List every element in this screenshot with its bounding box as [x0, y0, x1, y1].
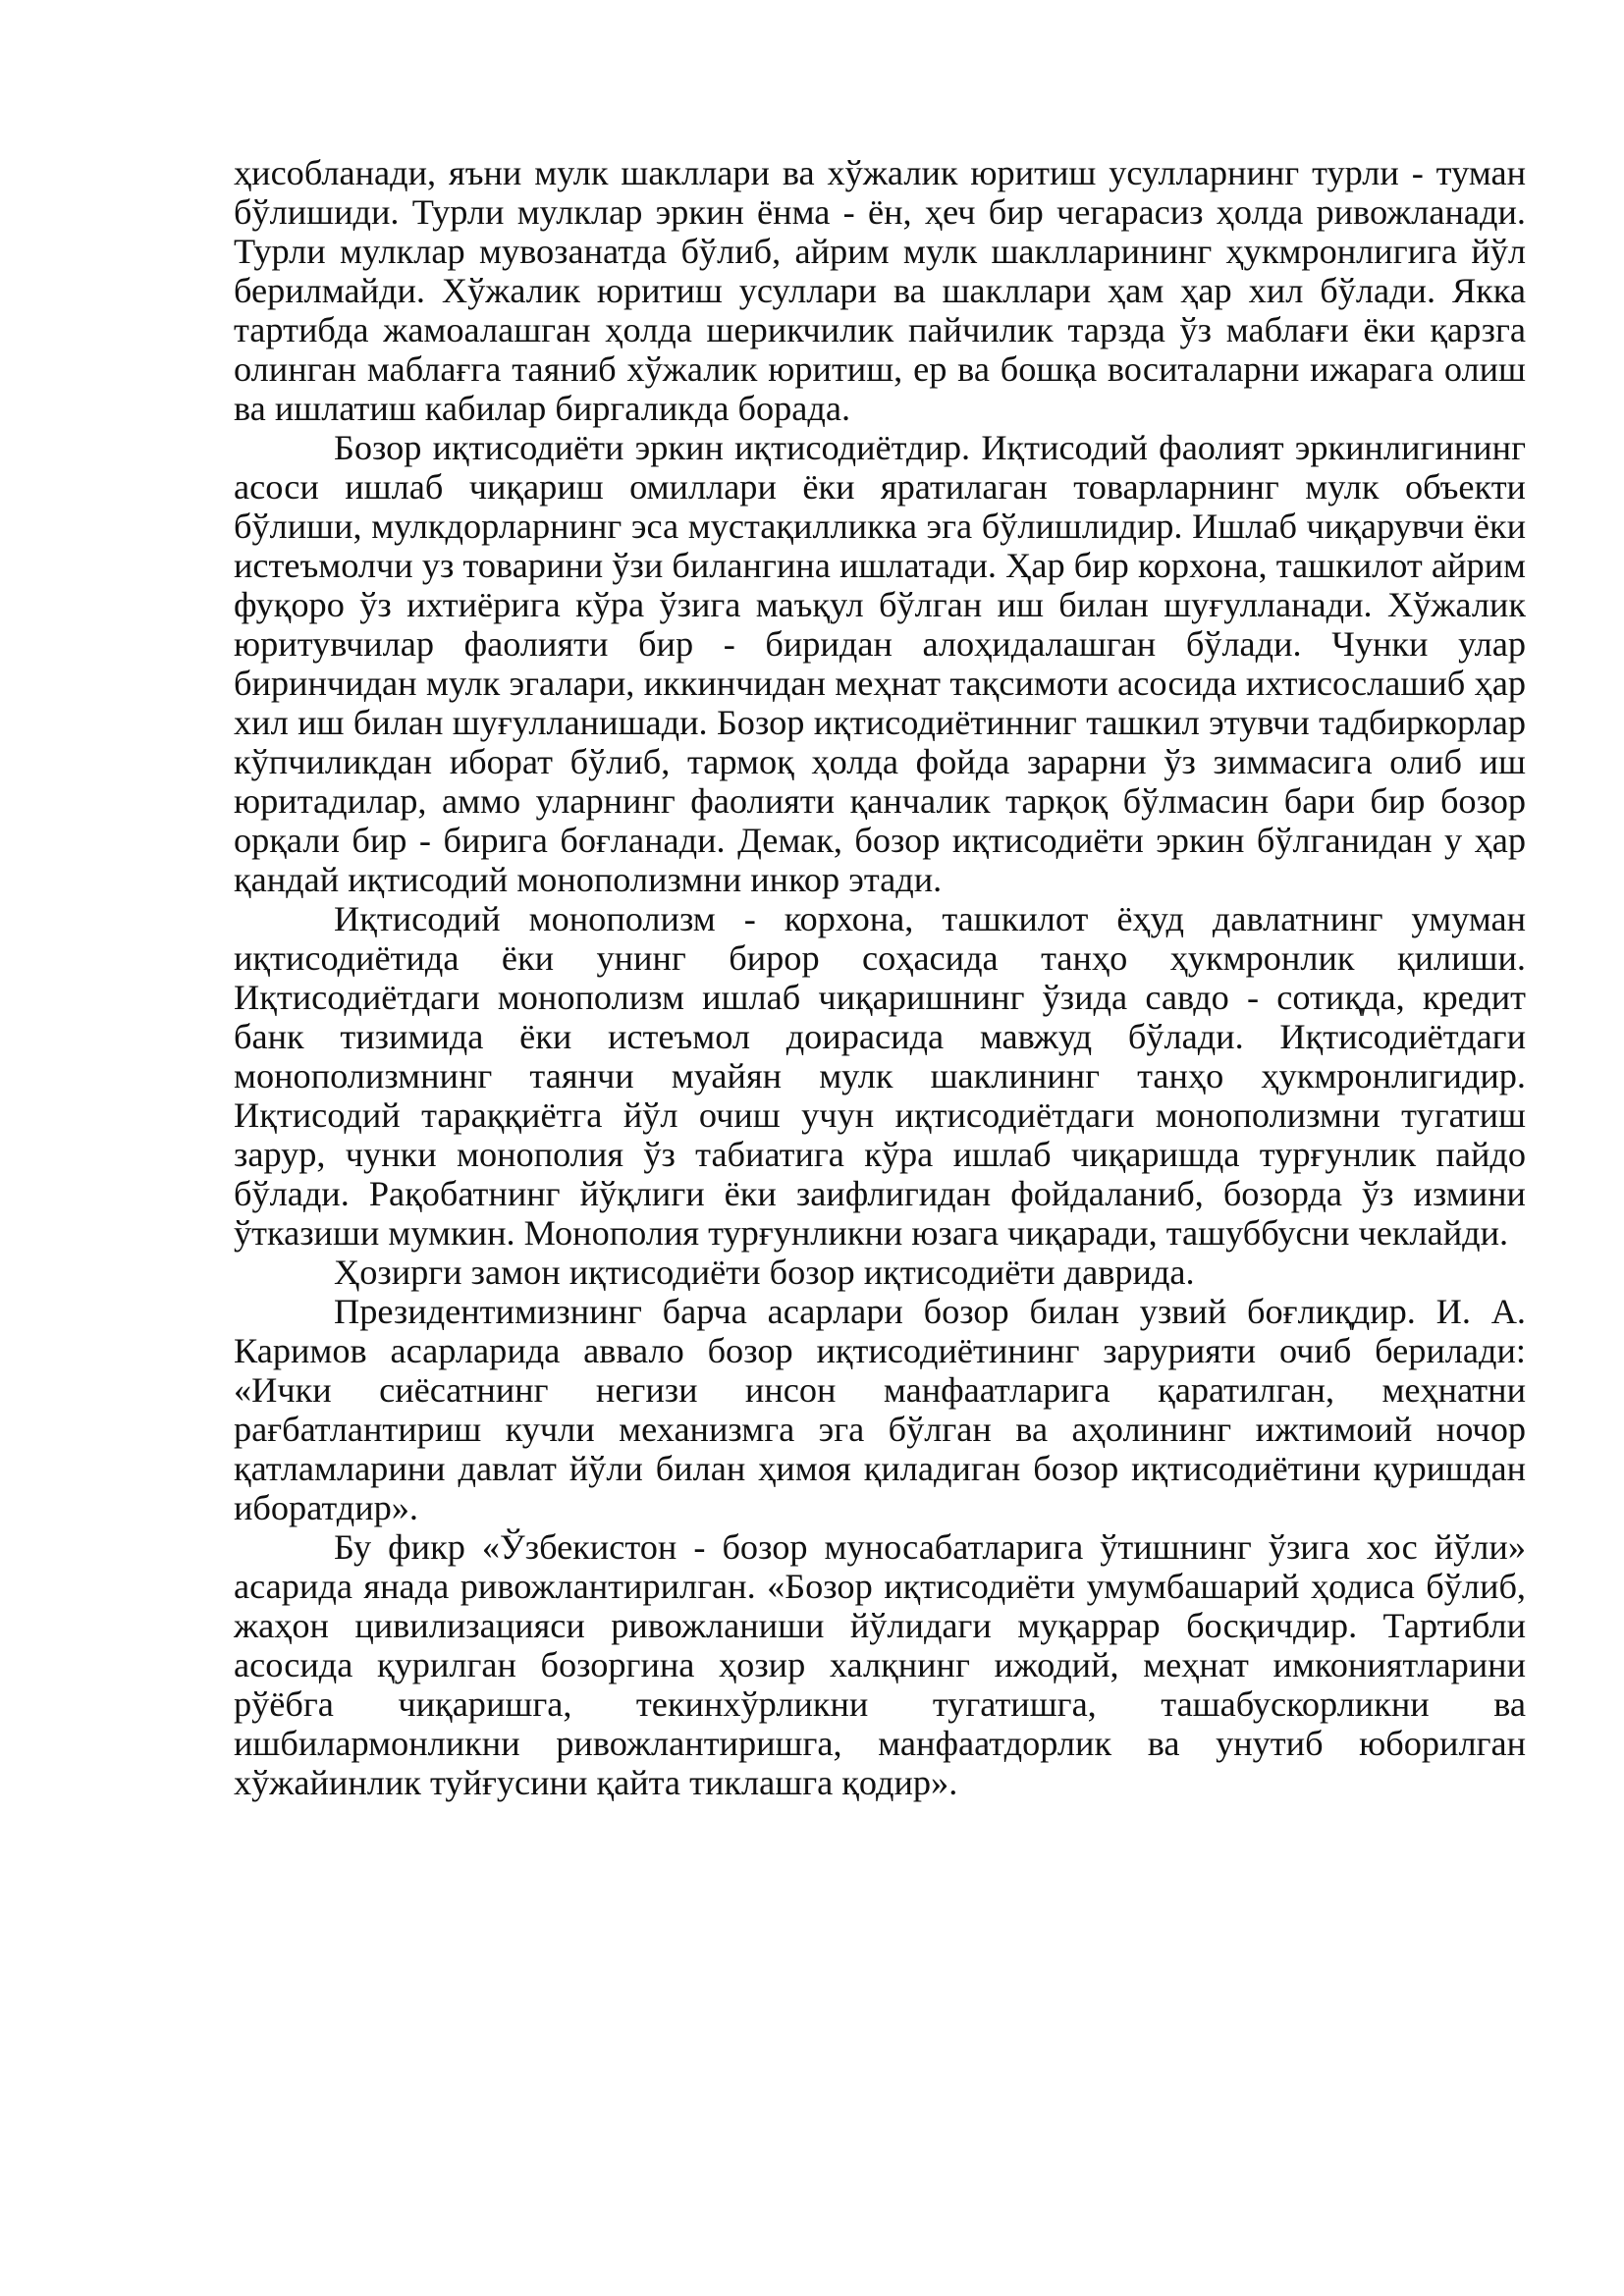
paragraph-uzbekistan-path: Бу фикр «Ўзбекистон - бозор муносабатларига ўтишнинг ўзига хос йўли» асарида янада ривожлантирилган. «Бозор иқтисодиёти умумбашарий ҳодиса бўлиб, жаҳон цивилизацияси ривожланиши йўлидаги муқаррар босқичдир. Тартибли асосида қурилган бозоргина ҳозир халқнинг ижодий, меҳнат имкониятларини рўёбга чиқаришга, текинхўрликни тугатишга, ташабускорликни ва ишбилармонликни ривожлантиришга, манфаатдорлик ва унутиб юборилган хўжайинлик туйғусини қайта тиклашга қодир». [234, 1527, 1526, 1802]
document-page [234, 153, 1526, 1802]
paragraph-property-forms: ҳисобланади, яъни мулк шакллари ва хўжалик юритиш усулларнинг турли - туман бўлишиди. Турли мулклар эркин ёнма - ён, ҳеч бир чегарасиз ҳолда ривожланади. Турли мулклар мувозанатда бўлиб, айрим мулк шаклларининг ҳукмронлигига йўл берилмайди. Хўжалик юритиш усуллари ва шакллари ҳам ҳар хил бўлади. Якка тартибда жамоалашган ҳолда шерикчилик пайчилик тарзда ўз маблағи ёки қарзга олинган маблағга таяниб хўжалик юритиш, ер ва бошқа воситаларни ижарага олиш ва ишлатиш кабилар биргаликда борада. [234, 153, 1526, 428]
paragraph-economic-monopolism: Иқтисодий монополизм - корхона, ташкилот ёҳуд давлатнинг умуман иқтисодиётида ёки унинг бирор соҳасида танҳо ҳукмронлик қилиши. Иқтисодиётдаги монополизм ишлаб чиқаришнинг ўзида савдо - сотиқда, кредит банк тизимида ёки истеъмол доирасида мавжуд бўлади. Иқтисодиётдаги монополизмнинг таянчи муайян мулк шаклининг танҳо ҳукмронлигидир. Иқтисодий тараққиётга йўл очиш учун иқтисодиётдаги монополизмни тугатиш зарур, чунки монополия ўз табиатига кўра ишлаб чиқаришда турғунлик пайдо бўлади. Рақобатнинг йўқлиги ёки заифлигидан фойдаланиб, бозорда ўз измини ўтказиши мумкин. Монополия турғунликни юзага чиқаради, ташуббусни чеклайди. [234, 899, 1526, 1253]
paragraph-president-works: Президентимизнинг барча асарлари бозор билан узвий боғлиқдир. И. А. Каримов асарларида аввало бозор иқтисодиётининг зарурияти очиб берилади: «Ички сиёсатнинг негизи инсон манфаатларига қаратилган, меҳнатни рағбатлантириш кучли механизмга эга бўлган ва аҳолининг ижтимоий ночор қатламларини давлат йўли билан ҳимоя қиладиган бозор иқтисодиётини қуришдан иборатдир». [234, 1292, 1526, 1527]
paragraph-free-economy: Бозор иқтисодиёти эркин иқтисодиётдир. Иқтисодий фаолият эркинлигининг асоси ишлаб чиқариш омиллари ёки яратилаган товарларнинг мулк объекти бўлиши, мулкдорларнинг эса мустақилликка эга бўлишлидир. Ишлаб чиқарувчи ёки истеъмолчи уз товарини ўзи билангина ишлатади. Ҳар бир корхона, ташкилот айрим фуқоро ўз ихтиёрига кўра ўзига маъқул бўлган иш билан шуғулланади. Хўжалик юритувчилар фаолияти бир - биридан алоҳидалашган бўлади. Чунки улар биринчидан мулк эгалари, иккинчидан меҳнат тақсимоти асосида ихтисослашиб ҳар хил иш билан шуғулланишади. Бозор иқтисодиётинниг ташкил этувчи тадбиркорлар кўпчиликдан иборат бўлиб, тармоқ ҳолда фойда зарарни ўз зиммасига олиб иш юритадилар, аммо уларнинг фаолияти қанчалик тарқоқ бўлмасин бари бир бозор орқали бир - бирига боғланади. Демак, бозор иқтисодиёти эркин бўлганидан у ҳар қандай иқтисодий монополизмни инкор этади. [234, 428, 1526, 899]
paragraph-modern-economy: Ҳозирги замон иқтисодиёти бозор иқтисодиёти даврида. [334, 1253, 1195, 1292]
